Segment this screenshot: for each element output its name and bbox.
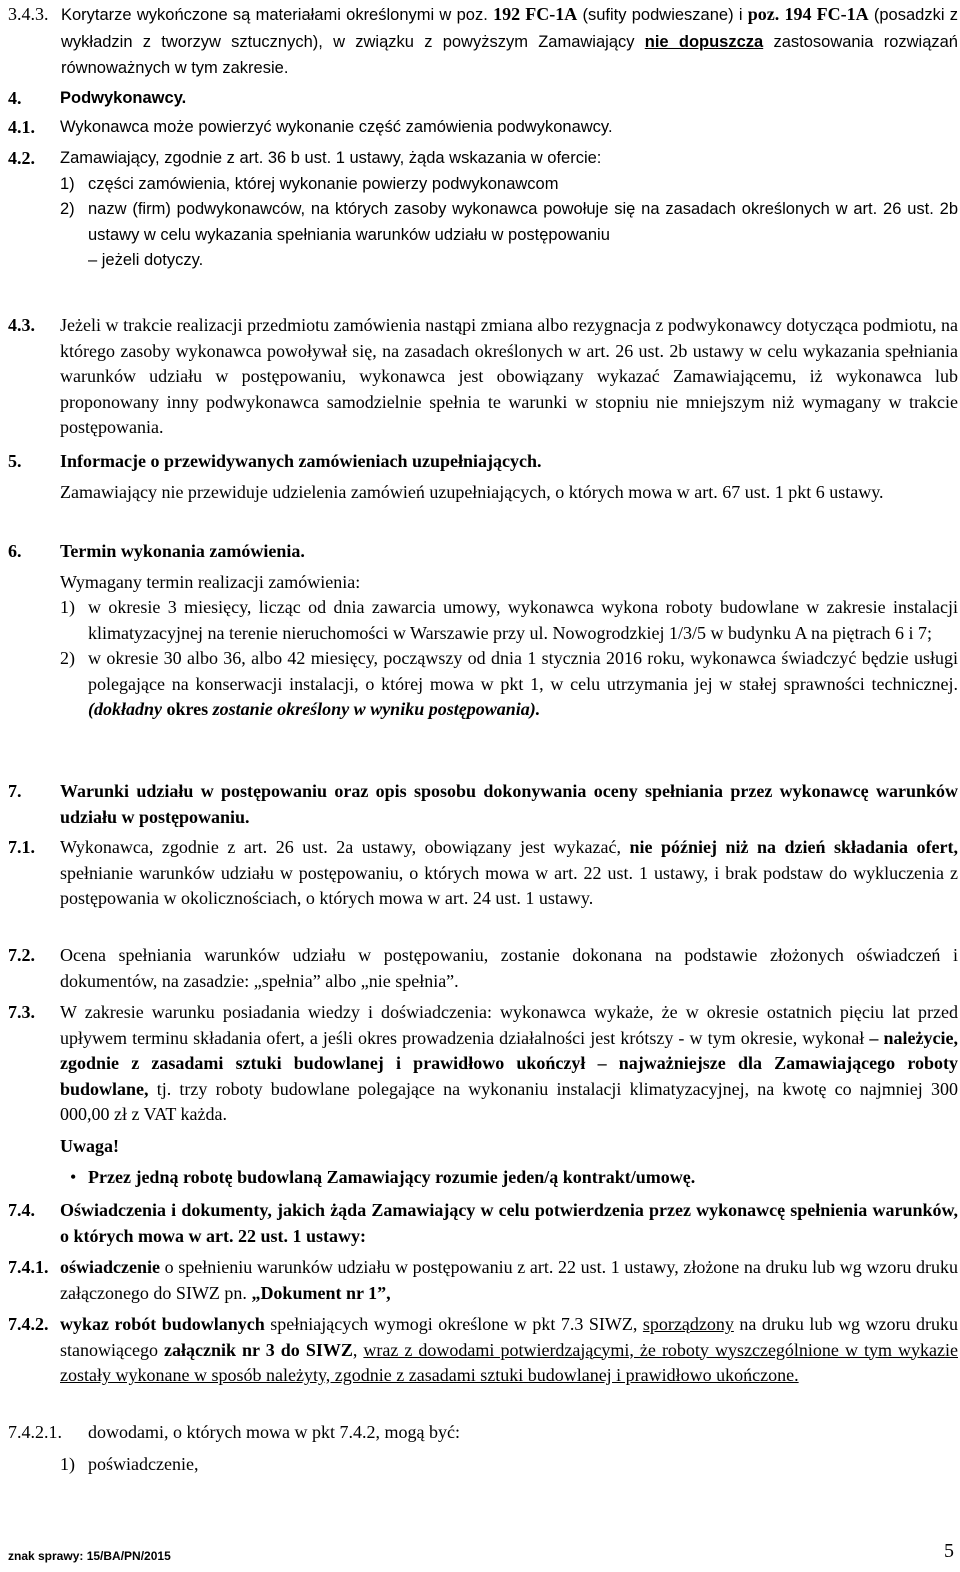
section-6: 6. Termin wykonania zamówienia. Wymagany termin realizacji zamówienia: 1) w okresie 3 miesięcy, licząc od dnia zawarcia umowy, wykonawca wykona roboty budowlane w zakresie instalacji klimatyzacyjnej na terenie nieruchomości w Warszawie przy ul. Nowogrodzkiej 1/3/5 w budynku A na piętrach 6 i 7; 2) w okresie 30 albo 36, albo 42 miesięcy, począwszy od dnia 1 stycznia 2016 roku, wykonawca świadczyć będzie usługi polegające na konserwacji instalacji, o której mowa w pkt 1, w celu utrzymania jej w stałej sprawności technicznej. (dokładny okres zostanie określony w wyniku postępowania). (8, 539, 958, 723)
list-item: • Przez jedną robotę budowlaną Zamawiający rozumie jeden/ą kontrakt/umowę. (60, 1165, 958, 1191)
case-number: znak sprawy: 15/BA/PN/2015 (8, 1549, 171, 1563)
section-title: Podwykonawcy. (60, 89, 187, 107)
section-7-2: 7.2. Ocena spełniania warunków udziału w postępowaniu, zostanie dokonana na podstawie złożonych oświadczeń i dokumentów, na zasadzie: „spełnia” albo „nie spełnia”. (8, 945, 958, 991)
bullet-icon: • (70, 1167, 77, 1187)
section-4-1: 4.1. Wykonawca może powierzyć wykonanie część zamówienia podwykonawcy. (8, 117, 613, 137)
list-item: 1) w okresie 3 miesięcy, licząc od dnia zawarcia umowy, wykonawca wykona roboty budowlane w zakresie instalacji klimatyzacyjnej na terenie nieruchomości w Warszawie przy ul. Nowogrodzkiej 1/3/5 w budynku A na piętrach 6 i 7; (60, 597, 958, 643)
section-7-1: 7.1. Wykonawca, zgodnie z art. 26 ust. 2a ustawy, obowiązany jest wykazać, nie później niż na dzień składania ofert, spełnianie warunków udziału w postępowaniu, o których mowa w art. 22 ust. 1 ustawy, i brak podstaw do wykluczenia z postępowania w okolicznościach, o których mowa w art. 24 ust. 1 ustawy. (8, 837, 958, 908)
list-item: 1) poświadczenie, (60, 1453, 199, 1474)
emphasis-nie-dopuszcza: nie dopuszcza (644, 32, 764, 51)
section-5: 5. Informacje o przewidywanych zamówieniach uzupełniających. Zamawiający nie przewiduje udzielenia zamówień uzupełniających, o których mowa w art. 67 ust. 1 pkt 6 ustawy. (8, 449, 958, 505)
section-7-4-2: 7.4.2. wykaz robót budowlanych spełniających wymogi określone w pkt 7.3 SIWZ, sporządzony na druku lub wg wzoru druku stanowiącego załącznik nr 3 do SIWZ, wraz z dowodami potwierdzającymi, że roboty wyszczególnione w tym wykazie zostały wykonane w sposób należyty, zgodnie z zasadami sztuki budowlanej i prawidłowo ukończone. (8, 1314, 958, 1385)
section-7-4-2-1: 7.4.2.1. dowodami, o których mowa w pkt 7.4.2, mogą być: 1) poświadczenie, (8, 1420, 958, 1477)
list-item: 2) w okresie 30 albo 36, albo 42 miesięcy, począwszy od dnia 1 stycznia 2016 roku, wykonawca świadczyć będzie usługi polegające na konserwacji instalacji, o której mowa w pkt 1, w celu utrzymania jej w stałej sprawności technicznej. (dokładny okres zostanie określony w wyniku postępowania). (60, 648, 958, 719)
section-7-4-1: 7.4.1. oświadczenie o spełnieniu warunków udziału w postępowaniu z art. 22 ust. 1 ustawy, złożone na druku lub wg wzoru druku załączonego do SIWZ pn. „Dokument nr 1”, (8, 1257, 958, 1303)
section-7: 7. Warunki udziału w postępowaniu oraz opis sposobu dokonywania oceny spełniania przez wykonawcę warunków udziału w postępowaniu. (8, 779, 958, 830)
note-title: Uwaga! (60, 1135, 119, 1156)
section-title: Warunki udziału w postępowaniu oraz opis sposobu dokonywania oceny spełniania przez wykonawcę warunków udziału w postępowaniu. (60, 781, 958, 827)
page-number: 5 (944, 1540, 954, 1562)
section-title: Termin wykonania zamówienia. (60, 541, 305, 561)
section-3-4-3: 3.4.3. Korytarze wykończone są materiałami określonymi w poz. 192 FC-1A (sufity podwieszane) i poz. 194 FC-1A (posadzki z wykładzin z tworzyw sztucznych), w związku z powyższym Zamawiający nie dopuszcza zastosowania rozwiązań równoważnych w tym zakresie. (8, 4, 958, 77)
list-item: 1) części zamówienia, której wykonanie powierzy podwykonawcom (60, 174, 559, 193)
section-4-3: 4.3. Jeżeli w trakcie realizacji przedmiotu zamówienia nastąpi zmiana albo rezygnacja z podwykonawcy dotycząca podmiotu, na którego zasoby wykonawca powoływał się, na zasadach określonych w art. 26 ust. 2b ustawy w celu wykazania spełniania warunków udziału w postępowaniu, wykonawca jest obowiązany wykazać Zamawiającemu, iż wykonawca lub proponowany inny podwykonawca samodzielnie spełnia te warunki w stopniu nie mniejszym niż wymagany w trakcie postępowania. (8, 315, 958, 437)
section-4-2: 4.2. Zamawiający, zgodnie z art. 36 b ust. 1 ustawy, żąda wskazania w ofercie: 1) części zamówienia, której wykonanie powierzy podwykonawcom 2) nazw (firm) podwykonawców, na których zasoby wykonawca powołuje się na zasadach określonych w art. 26 ust. 2b ustawy w celu wykazania spełniania warunków udziału w postępowaniu – jeżeli dotyczy. (8, 148, 958, 269)
section-number: 3.4.3. (8, 4, 49, 24)
section-title: Informacje o przewidywanych zamówieniach uzupełniających. (60, 451, 542, 471)
section-4: 4. Podwykonawcy. (8, 86, 958, 112)
section-7-4: 7.4. Oświadczenia i dokumenty, jakich żąda Zamawiający w celu potwierdzenia przez wykonawcę spełnienia warunków, o których mowa w art. 22 ust. 1 ustawy: (8, 1200, 958, 1246)
list-item: 2) nazw (firm) podwykonawców, na których zasoby wykonawca powołuje się na zasadach określonych w art. 26 ust. 2b ustawy w celu wykazania spełniania warunków udziału w postępowaniu (60, 200, 958, 244)
section-7-3: 7.3. W zakresie warunku posiadania wiedzy i doświadczenia: wykonawca wykaże, że w okresie ostatnich pięciu lat przed upływem terminu składania ofert, a jeśli okres prowadzenia działalności jest krótszy - w tym okresie, wykonał – należycie, zgodnie z zasadami sztuki budowlanej i prawidłowo ukończył – najważniejsze dla Zamawiającego roboty budowlane, tj. trzy roboty budowlane polegające na wykonaniu instalacji klimatyzacyjnej, na kwotę co najmniej 300 000,00 zł z VAT każda. Uwaga! • Przez jedną robotę budowlaną Zamawiający rozumie jeden/ą kontrakt/umowę. (8, 1000, 958, 1191)
